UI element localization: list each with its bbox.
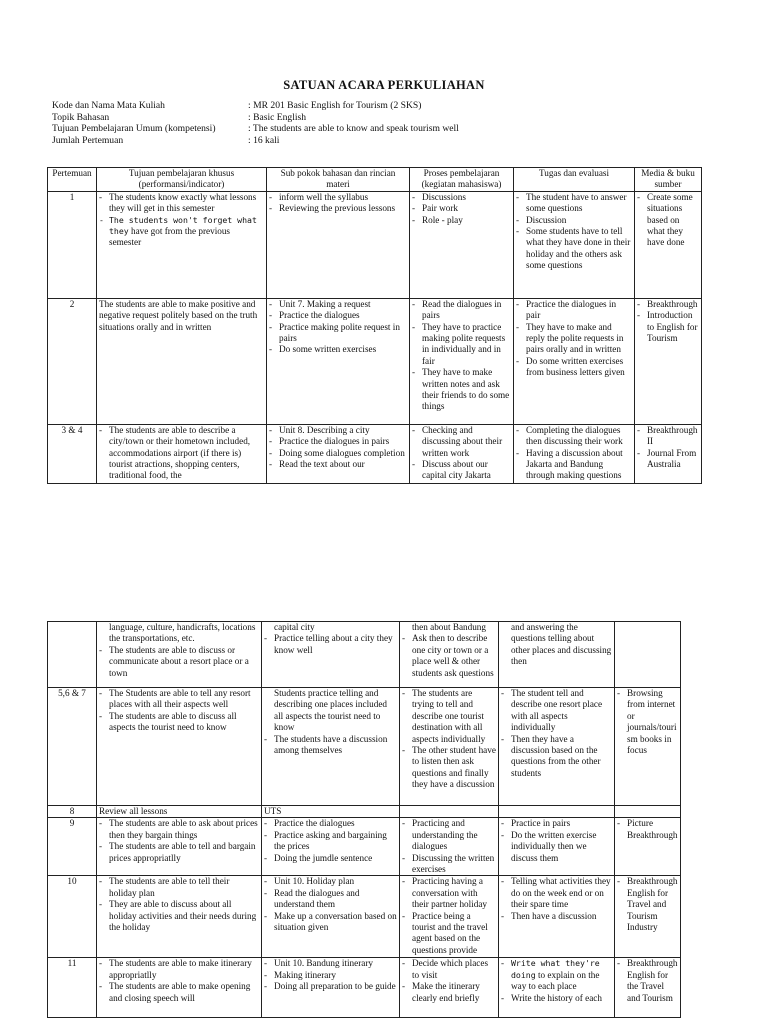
cell-text: UTS [264, 806, 282, 816]
header-tugas: Tugas dan evaluasi [514, 168, 635, 192]
tujuan-cell [97, 688, 262, 806]
list-item: - Completing the dialogues then discussing their work [516, 425, 632, 448]
media-cell [615, 806, 681, 818]
list-item: - The student tell and describe one resort place with all aspects individually [501, 688, 612, 734]
tugas-cell [499, 958, 615, 1018]
list-item: - Discussing the written exercises [402, 853, 496, 876]
list-item: - Unit 10. Holiday plan [264, 876, 397, 887]
info-label: Topik Bahasan [52, 111, 110, 123]
list-item: - Doing the jumdle sentence [264, 853, 397, 864]
list-item: - The students are able to tell their holiday plan [99, 876, 259, 899]
tujuan-cell [97, 958, 262, 1018]
list-item: - The students are able to discuss all aspects the tourist need to know [99, 711, 259, 734]
tujuan-cell [97, 876, 262, 958]
media-cell [635, 424, 702, 483]
list-item: - Checking and discussing about their written work [412, 425, 511, 459]
list-item: - Do the written exercise individually then we discuss them [501, 830, 612, 864]
tujuan-cell [97, 298, 267, 424]
list-item: - Do some written exercises [269, 344, 407, 355]
list-item: - Unit 10. Bandung itinerary [264, 958, 397, 969]
list-item: - Having a discussion about Jakarta and Bandung through making questions [516, 448, 632, 482]
list-item: - Make the itinerary clearly end briefly [402, 981, 496, 1004]
table-row [48, 298, 702, 424]
proses-cell [400, 622, 499, 688]
list-item: - Breakthrough English for Travel and Tourism Industry [617, 876, 678, 933]
list-item: - Discussion [516, 215, 632, 226]
materi-cell [262, 958, 400, 1018]
tugas-cell [514, 191, 635, 298]
header-tujuan: Tujuan pembelajaran khusus (performansi/indicator) [97, 168, 267, 192]
tugas-cell [499, 806, 615, 818]
list-item: - Practice asking and bargaining the prices [264, 830, 397, 853]
list-item: capital city [274, 622, 315, 632]
proses-cell [400, 876, 499, 958]
media-cell [615, 876, 681, 958]
list-item: - Practice the dialogues [264, 818, 397, 829]
list-item: - Practice the dialogues in pair [516, 299, 632, 322]
materi-cell [267, 191, 410, 298]
syllabus-table-part-2 [47, 621, 681, 1018]
handwritten-phrase: The students won't forget what they [109, 214, 257, 237]
list-item: - Pair work [412, 203, 511, 214]
media-cell [635, 191, 702, 298]
list-item: - Role - play [412, 215, 511, 226]
list-item: - The other student have to listen then ask questions and finally they have a discussion [402, 745, 496, 791]
list-item: - The students won't forget what they have got from the previous semester [99, 215, 264, 249]
media-cell [615, 818, 681, 876]
materi-cell [262, 688, 400, 806]
list-item: - They are able to discuss about all holiday activities and their needs during the holiday [99, 899, 259, 933]
info-value: : MR 201 Basic English for Tourism (2 SKS) [248, 100, 422, 111]
list-item: - Some students have to tell what they have done in their holiday and the others ask some questions [516, 226, 632, 272]
proses-cell [400, 806, 499, 818]
proses-cell [400, 818, 499, 876]
meeting-number: 2 [48, 298, 97, 424]
list-item: - Picture [617, 818, 678, 829]
list-item: language, culture, handicrafts, locations the transportations, etc. [109, 622, 256, 644]
tugas-cell [499, 688, 615, 806]
list-item: - Practicing and understanding the dialogues [402, 818, 496, 852]
info-row [52, 100, 459, 112]
media-cell [615, 622, 681, 688]
info-label: Tujuan Pembelajaran Umum (kompetensi) [52, 123, 216, 135]
materi-cell [262, 818, 400, 876]
proses-cell [410, 191, 514, 298]
proses-cell [400, 688, 499, 806]
tugas-cell [499, 818, 615, 876]
list-item: - Write the history of each [501, 993, 612, 1004]
media-cell [635, 298, 702, 424]
list-item: then about Bandung [412, 622, 486, 632]
meeting-number: 10 [48, 876, 97, 958]
tujuan-cell [97, 622, 262, 688]
list-item: - Breakthrough English for the Travel and Tourism [617, 958, 678, 1004]
list-item: - Breakthrough [637, 299, 699, 310]
proses-cell [400, 958, 499, 1018]
list-item: - The students have a discussion among themselves [264, 734, 397, 757]
info-value: : 16 kali [248, 134, 280, 146]
media-cell [615, 688, 681, 806]
table-row [48, 958, 681, 1018]
header-pertemuan: Pertemuan [48, 168, 97, 192]
list-item: - Create some situations based on what they have done [637, 192, 699, 249]
list-item: - They have to make and reply the polite requests in pairs orally and in written [516, 322, 632, 356]
list-item: - The students are able to make itinerary appropriatlly [99, 958, 259, 981]
list-item: - Unit 7. Making a request [269, 299, 407, 310]
list-item: - Discussions [412, 192, 511, 203]
media-cell [615, 958, 681, 1018]
info-label: Jumlah Pertemuan [52, 134, 124, 146]
list-item: - Telling what activities they do on the week end or on their spare time [501, 876, 612, 910]
info-row [52, 123, 459, 135]
list-item: - Unit 8. Describing a city [269, 425, 407, 436]
tujuan-cell [97, 818, 262, 876]
list-item: - The students are able to make opening and closing speech will [99, 981, 259, 1004]
proses-cell [410, 298, 514, 424]
meeting-number: 11 [48, 958, 97, 1018]
meeting-number: 9 [48, 818, 97, 876]
list-item: - The students are able to ask about prices then they bargain things [99, 818, 259, 841]
course-info [52, 100, 459, 146]
header-row [48, 168, 702, 192]
list-item: - Decide which places to visit [402, 958, 496, 981]
table-row [48, 818, 681, 876]
tugas-cell [514, 298, 635, 424]
header-materi: Sub pokok bahasan dan rincian materi [267, 168, 410, 192]
list-item: - The students are able to discuss or communicate about a resort place or a town [99, 645, 259, 679]
list-item: Breakthrough [627, 829, 678, 840]
list-item: - Ask then to describe one city or town or a place well & other students ask questions [402, 633, 496, 679]
list-item: - Reviewing the previous lessons [269, 203, 407, 214]
info-label: Kode dan Nama Mata Kuliah [52, 100, 165, 111]
tugas-cell [514, 424, 635, 483]
tujuan-cell [97, 424, 267, 483]
list-item: - Practicing having a conversation with their partner holiday [402, 876, 496, 910]
list-item: - Make up a conversation based on situation given [264, 911, 397, 934]
tugas-cell [499, 876, 615, 958]
list-item: - Doing some dialogues completion [269, 448, 407, 459]
list-item: - Practice making polite request in pairs [269, 322, 407, 345]
handwritten-phrase: Write what they're doing [511, 958, 600, 980]
list-item: and answering the questions telling about other places and discussing then [511, 622, 612, 667]
meeting-number [48, 622, 97, 688]
list-item: - Read the dialogues in pairs [412, 299, 511, 322]
cell-text: to explain on the way to each place [511, 969, 600, 992]
list-item: - Then they have a discussion based on the questions from the other students [501, 734, 612, 780]
cell-text: The students are able to make positive and negative request politely based on the truth situations orally and in written [99, 298, 258, 332]
list-item: - They have to practice making polite requests in individually and in fair [412, 322, 511, 368]
header-proses: Proses pembelajaran (kegiatan mahasiswa) [410, 168, 514, 192]
list-item: - The Students are able to tell any resort places with all their aspects well [99, 688, 259, 711]
list-item: - Discuss about our capital city Jakarta [412, 459, 511, 482]
list-item: - Then have a discussion [501, 911, 612, 922]
info-row [52, 135, 459, 147]
header-media: Media & buku sumber [635, 168, 702, 192]
list-item [501, 958, 612, 992]
info-value: : Basic English [248, 111, 307, 123]
syllabus-table-part-1 [47, 167, 702, 484]
list-item: - Making itinerary [264, 970, 397, 981]
table-row [48, 191, 702, 298]
list-item: - The students know exactly what lessons they will get in this semester [99, 192, 264, 215]
list-item: - The student have to answer some questions [516, 192, 632, 215]
list-item: - Practice being a tourist and the travel agent based on the questions provide [402, 911, 496, 957]
list-item: - The students are able to describe a city/town or their hometown included, accommodations airport (if there is) tourist atractions, shopping centers, traditional food, the [99, 425, 264, 482]
tugas-cell [499, 622, 615, 688]
list-item: - The students are trying to tell and describe one tourist destination with all aspects individually [402, 688, 496, 745]
list-item: - Browsing from internet or journals/touri sm books in focus [617, 688, 678, 756]
list-item: - Breakthrough II [637, 425, 699, 448]
meeting-number: 5,6 & 7 [48, 688, 97, 806]
info-value: : The students are able to know and speak tourism well [248, 123, 459, 135]
meeting-number: 8 [48, 806, 97, 818]
table-row [48, 688, 681, 806]
cell-text: Review all lessons [99, 806, 168, 816]
info-row [52, 112, 459, 124]
list-item: - Introduction to English for Tourism [637, 310, 699, 344]
list-item: - Journal From Australia [637, 448, 699, 471]
table-row [48, 876, 681, 958]
proses-cell [410, 424, 514, 483]
tujuan-cell [97, 806, 262, 818]
materi-cell [267, 298, 410, 424]
list-item: - Practice telling about a city they know well [264, 633, 397, 656]
list-item: - The students are able to tell and bargain prices appropriatlly [99, 841, 259, 864]
list-item: - Practice the dialogues in pairs [269, 436, 407, 447]
meeting-number: 3 & 4 [48, 424, 97, 483]
meeting-number: 1 [48, 191, 97, 298]
page-title: SATUAN ACARA PERKULIAHAN [283, 78, 485, 92]
list-item: - Practice in pairs [501, 818, 612, 829]
materi-cell [262, 806, 400, 818]
list-item: - Practice the dialogues [269, 310, 407, 321]
list-item: - Doing all preparation to be guide [264, 981, 397, 992]
materi-cell [267, 424, 410, 483]
list-item: - They have to make written notes and ask their friends to do some things [412, 367, 511, 413]
table-row [48, 424, 702, 483]
list-item: - Read the text about our [269, 459, 407, 470]
list-item: - inform well the syllabus [269, 192, 407, 203]
materi-cell [262, 876, 400, 958]
table-row [48, 622, 681, 688]
list-item: - Do some written exercises from business letters given [516, 356, 632, 379]
list-item: Students practice telling and describing one places included all aspects the tourist need to know [274, 688, 388, 733]
materi-cell [262, 622, 400, 688]
tujuan-cell [97, 191, 267, 298]
list-item: - Read the dialogues and understand them [264, 888, 397, 911]
table-row [48, 806, 681, 818]
